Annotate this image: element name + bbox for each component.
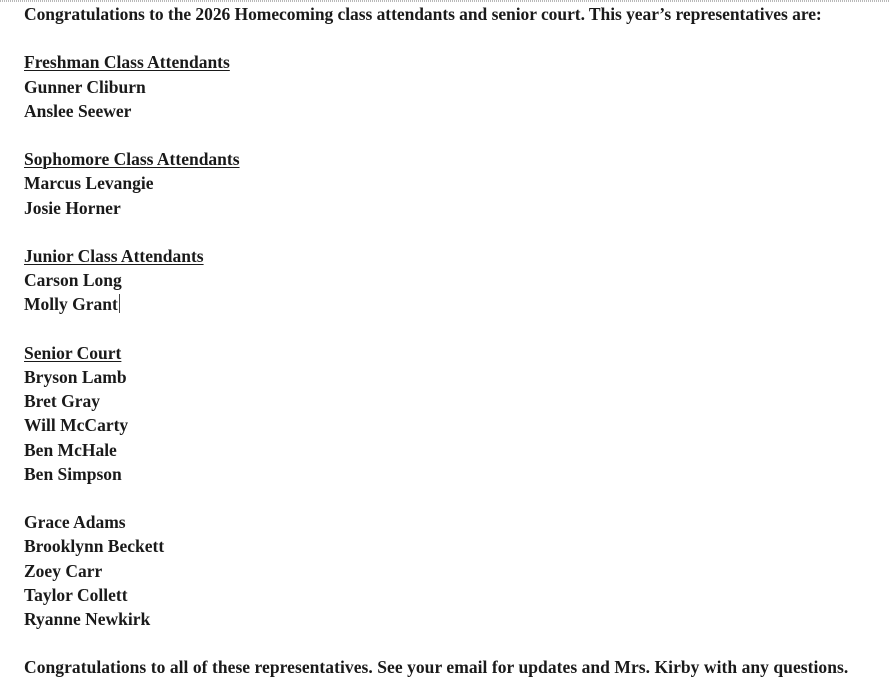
blank-line — [24, 317, 886, 341]
sophomore-name: Josie Horner — [24, 197, 121, 218]
junior-heading: Junior Class Attendants — [24, 245, 204, 266]
senior-court-name: Zoey Carr — [24, 560, 103, 581]
sophomore-name: Marcus Levangie — [24, 173, 154, 194]
blank-line — [24, 631, 886, 655]
senior-court-name: Ben McHale — [24, 439, 117, 460]
senior-court-name: Ryanne Newkirk — [24, 609, 151, 629]
blank-line — [24, 220, 886, 244]
senior-court-name: Grace Adams — [24, 512, 126, 533]
intro-paragraph: Congratulations to the 2026 Homecoming class attendants and senior court. This year’s representatives are: — [24, 4, 822, 24]
sophomore-heading: Sophomore Class Attendants — [24, 149, 240, 170]
senior-court-name: Will McCarty — [24, 415, 129, 436]
senior-court-name: Ben Simpson — [24, 463, 122, 484]
document-body[interactable] — [24, 2, 886, 680]
senior-court-name: Bryson Lamb — [24, 366, 127, 387]
blank-line — [24, 26, 886, 50]
freshman-name: Anslee Seewer — [24, 100, 132, 121]
senior-court-name: Taylor Collett — [24, 584, 128, 605]
freshman-heading: Freshman Class Attendants — [24, 52, 230, 73]
senior-court-name: Brooklynn Beckett — [24, 536, 165, 557]
blank-line — [24, 486, 886, 510]
junior-name-with-caret — [24, 292, 886, 316]
text-cursor — [119, 294, 120, 313]
freshman-name: Gunner Cliburn — [24, 76, 146, 97]
junior-name: Molly Grant — [24, 294, 118, 315]
closing-paragraph: Congratulations to all of these representatives. See your email for updates and Mrs. Kirby with any questions. — [24, 657, 849, 678]
senior-court-name: Bret Gray — [24, 391, 100, 412]
senior-court-heading: Senior Court — [24, 342, 122, 363]
blank-line — [24, 123, 886, 147]
junior-name: Carson Long — [24, 270, 122, 291]
